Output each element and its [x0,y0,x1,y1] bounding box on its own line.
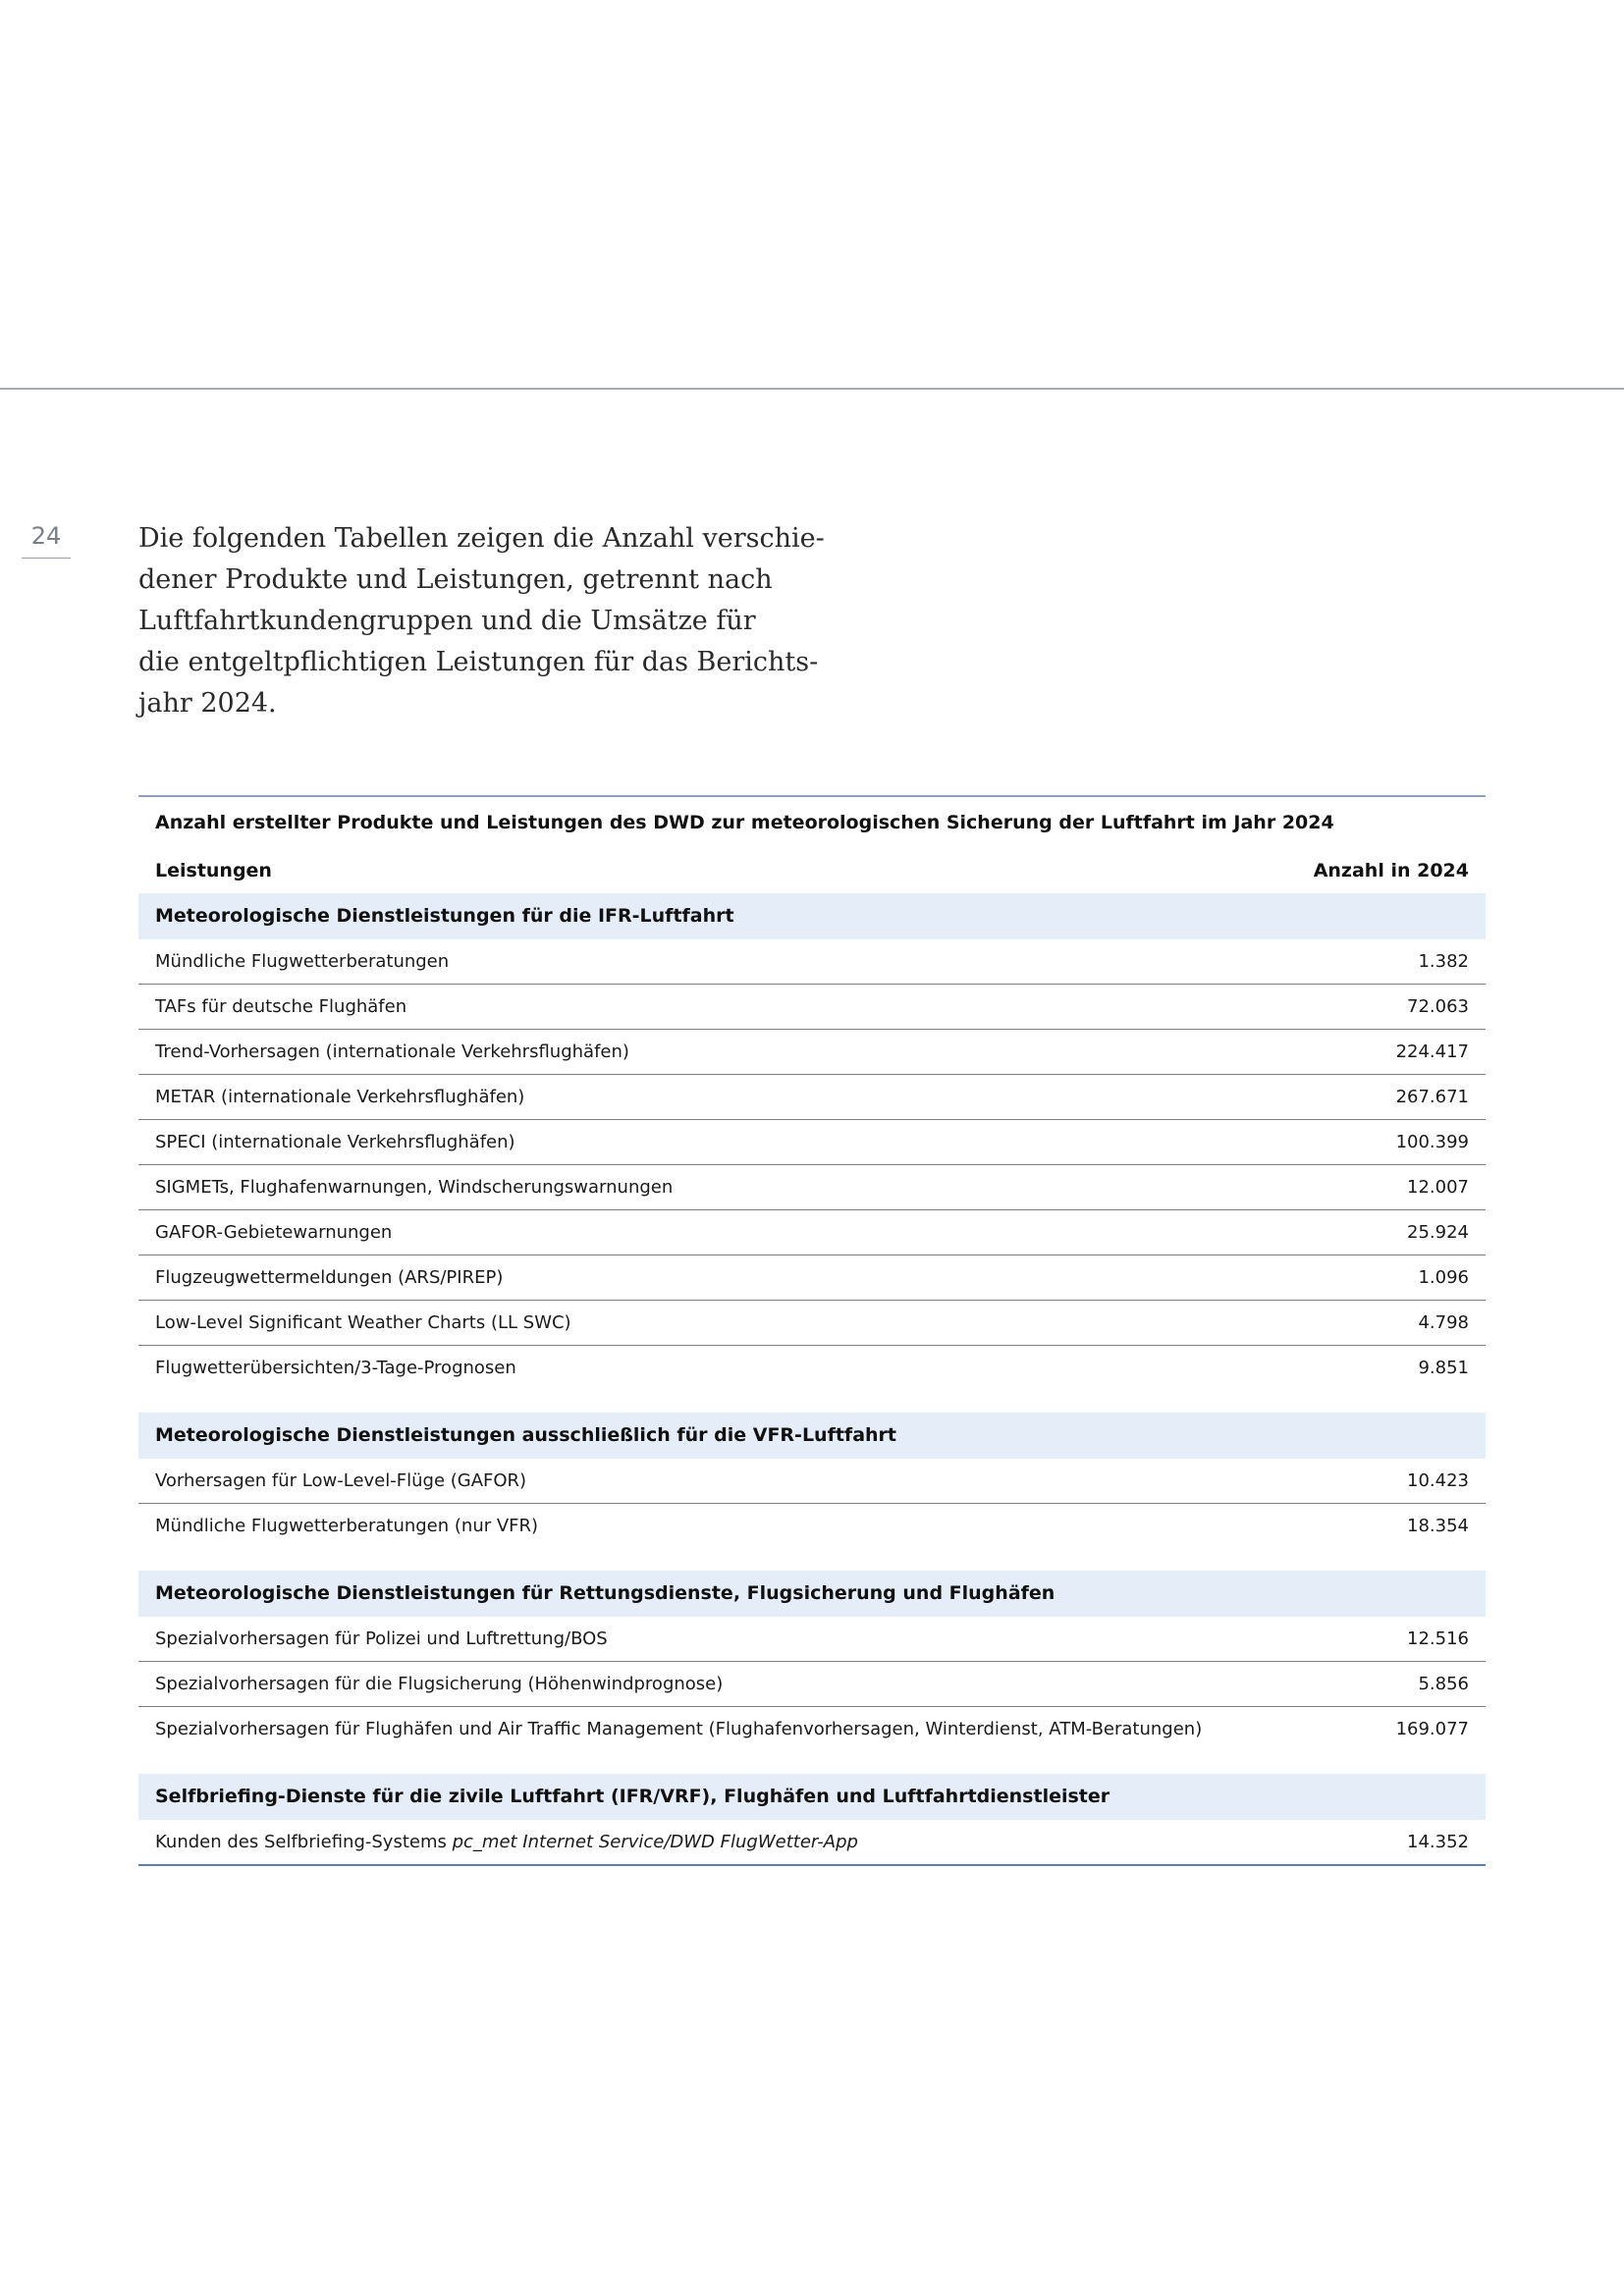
intro-line: die entgeltpflichtigen Leistungen für das Berichts- [138,647,819,677]
row-label: TAFs für deutsche Flughäfen [155,996,407,1017]
row-label-prefix: Kunden des Selfbriefing-Systems [155,1832,453,1852]
row-value: 224.417 [1395,1041,1469,1062]
row-value: 169.077 [1395,1719,1469,1739]
row-label: SIGMETs, Flughafenwarnungen, Windscherungswarnungen [155,1177,674,1198]
section-header-vfr: Meteorologische Dienstleistungen ausschließlich für die VFR-Luftfahrt [138,1413,1486,1459]
column-header-value: Anzahl in 2024 [1313,860,1469,881]
section-header-ifr: Meteorologische Dienstleistungen für die IFR-Luftfahrt [138,893,1486,939]
row-value: 18.354 [1407,1516,1469,1536]
row-label: Vorhersagen für Low-Level-Flüge (GAFOR) [155,1470,527,1491]
products-table [138,795,1486,1866]
table-row [138,1301,1486,1346]
table-row [138,1210,1486,1255]
row-label: GAFOR-Gebietewarnungen [155,1222,393,1243]
table-row [138,1030,1486,1075]
section-spacer [138,1548,1486,1571]
table-row [138,1120,1486,1165]
table-row [138,1165,1486,1210]
row-label: Spezialvorhersagen für Flughäfen und Air Traffic Management (Flughafenvorhersagen, Winterdienst, ATM-Beratungen) [155,1719,1203,1739]
table-row [138,985,1486,1030]
intro-line: Die folgenden Tabellen zeigen die Anzahl verschie- [138,523,825,554]
row-value: 9.851 [1418,1358,1469,1378]
row-label: Spezialvorhersagen für Polizei und Luftrettung/BOS [155,1629,608,1649]
section-spacer [138,1751,1486,1774]
intro-line: Luftfahrtkundengruppen und die Umsätze für [138,606,756,636]
table-row [138,1346,1486,1390]
row-label: Mündliche Flugwetterberatungen [155,951,450,972]
row-label: SPECI (internationale Verkehrsflughäfen) [155,1132,515,1152]
row-label: Mündliche Flugwetterberatungen (nur VFR) [155,1516,539,1536]
row-value: 1.096 [1418,1267,1469,1288]
row-value: 72.063 [1407,996,1469,1017]
row-value: 12.007 [1407,1177,1469,1198]
row-value: 100.399 [1395,1132,1469,1152]
row-label: Low-Level Significant Weather Charts (LL SWC) [155,1312,571,1333]
row-value: 14.352 [1407,1832,1469,1852]
table-row [138,1707,1486,1751]
table-row [138,1459,1486,1504]
table-row [138,1617,1486,1662]
intro-line: jahr 2024. [138,688,277,719]
row-value: 5.856 [1418,1674,1469,1694]
section-header-selfbriefing: Selfbriefing-Dienste für die zivile Luftfahrt (IFR/VRF), Flughäfen und Luftfahrtdienstleister [138,1774,1486,1820]
row-value: 12.516 [1407,1629,1469,1649]
intro-line: dener Produkte und Leistungen, getrennt nach [138,564,773,595]
table-row [138,1255,1486,1301]
row-label: Flugwetterübersichten/3-Tage-Prognosen [155,1358,516,1378]
intro-paragraph [138,518,825,724]
table-row [138,1662,1486,1707]
row-label: Trend-Vorhersagen (internationale Verkehrsflughäfen) [155,1041,629,1062]
page-number: 24 [22,522,71,559]
section-header-rescue: Meteorologische Dienstleistungen für Rettungsdienste, Flugsicherung und Flughäfen [138,1571,1486,1617]
table-header-row [138,848,1486,893]
row-value: 267.671 [1395,1087,1469,1107]
table-row [138,1075,1486,1120]
table-row [138,939,1486,985]
table-row [138,1820,1486,1866]
row-label [155,1832,858,1852]
row-label-italic: pc_met Internet Service/DWD FlugWetter-App [452,1832,858,1852]
row-label: Spezialvorhersagen für die Flugsicherung (Höhenwindprognose) [155,1674,724,1694]
table-caption: Anzahl erstellter Produkte und Leistungen des DWD zur meteorologischen Sicherung der Luftfahrt im Jahr 2024 [155,812,1334,833]
row-label: Flugzeugwettermeldungen (ARS/PIREP) [155,1267,504,1288]
row-value: 25.924 [1407,1222,1469,1243]
row-value: 10.423 [1407,1470,1469,1491]
section-spacer [138,1390,1486,1413]
row-label: METAR (internationale Verkehrsflughäfen) [155,1087,525,1107]
row-value: 4.798 [1418,1312,1469,1333]
header-divider [0,388,1624,390]
column-header-label: Leistungen [155,860,272,881]
row-value: 1.382 [1418,951,1469,972]
table-row [138,1504,1486,1548]
